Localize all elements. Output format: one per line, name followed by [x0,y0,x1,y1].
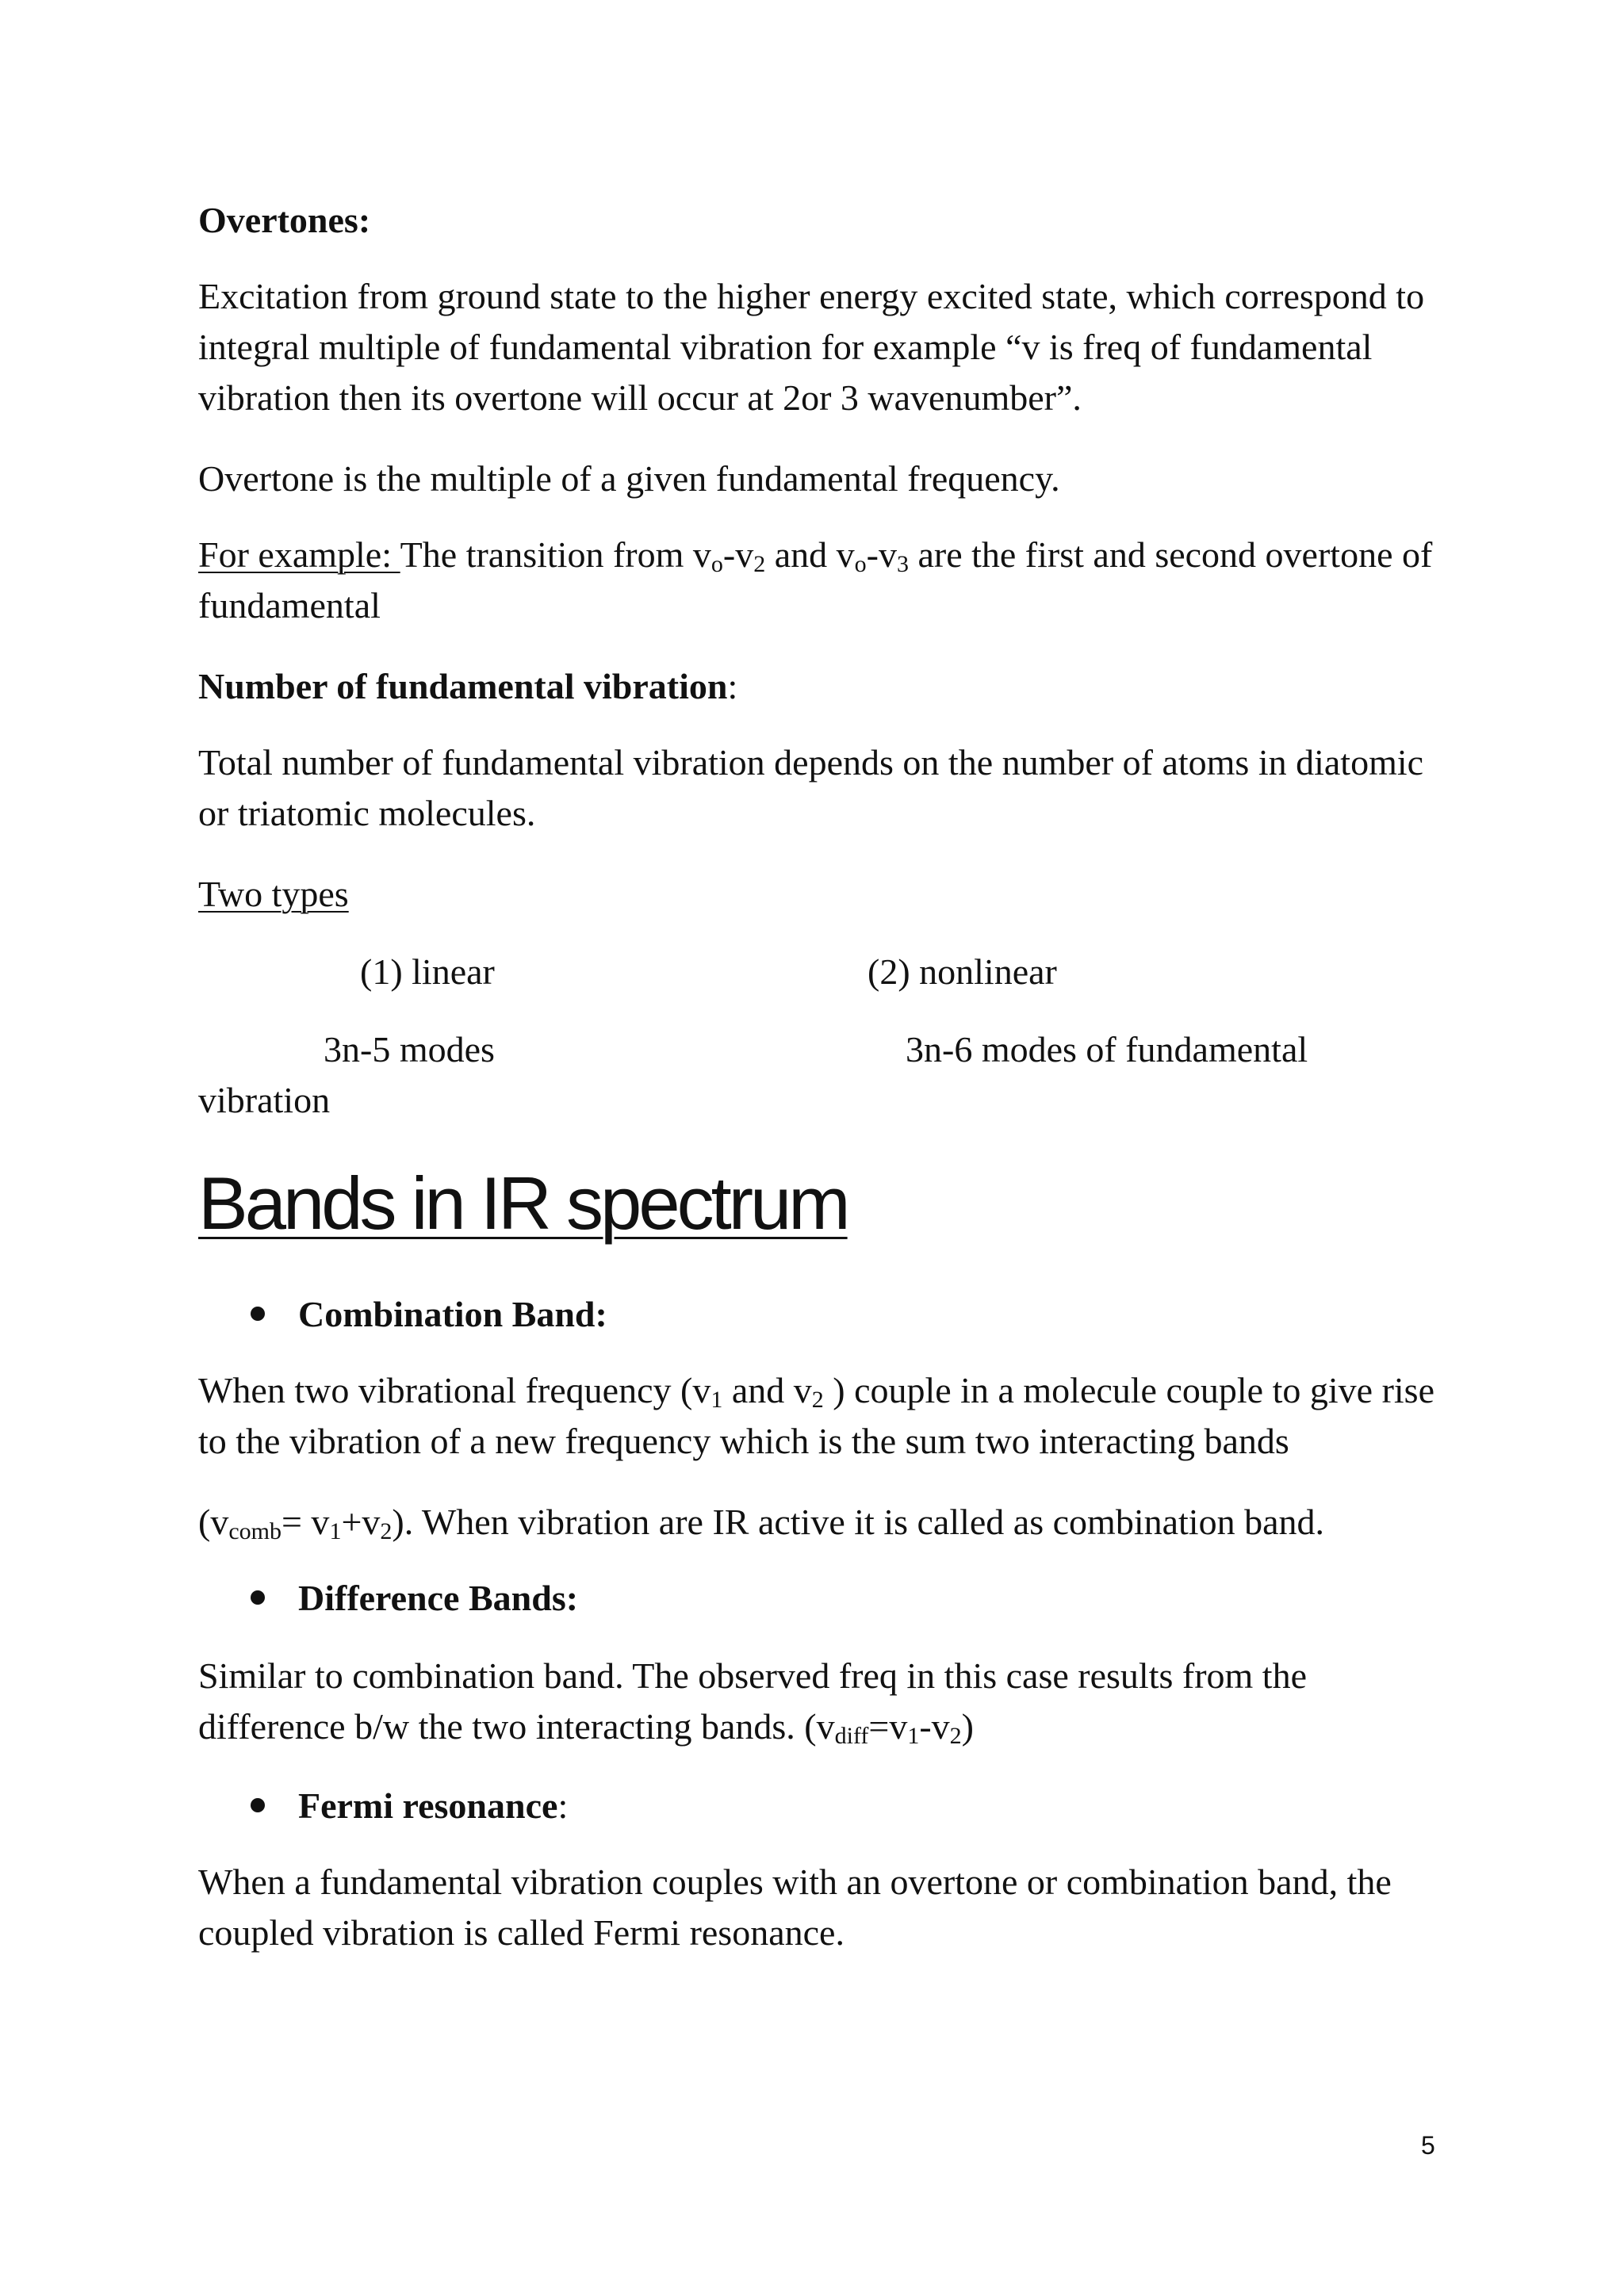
linear-modes: 3n-5 modes [324,1029,495,1070]
difference-text: =v [868,1706,908,1747]
page-number: 5 [1421,2131,1435,2160]
bands-section-title: Bands in IR spectrum [198,1161,848,1245]
overtones-paragraph-2: Overtone is the multiple of a given fundamental frequency. [198,458,1060,499]
difference-bands-paragraph [198,1651,1435,1752]
subscript: diff [834,1723,869,1749]
difference-text: Similar to combination band. The observed freq in this case results from the difference b/w the two interacting bands. (v [198,1655,1307,1747]
combination-text: and v [722,1370,812,1410]
difference-text: -v [919,1706,950,1747]
subscript: 3 [896,551,909,577]
bullet-icon [251,1590,265,1605]
overtones-example [198,530,1435,631]
fundamental-heading: Number of fundamental vibration [198,666,728,706]
subscript: comb [228,1518,282,1544]
heading-colon: : [557,1785,569,1826]
example-text: are the first and second overtone of fundamental [198,534,1433,626]
fundamental-heading-line [198,661,1435,712]
heading-colon: : [727,666,738,706]
fundamental-paragraph: Total number of fundamental vibration depends on the number of atoms in diatomic or triatomic molecules. [198,742,1424,833]
combination-text: When two vibrational frequency (v [198,1370,711,1410]
bullet-icon [251,1798,265,1812]
linear-type: (1) linear [360,951,495,992]
bullet-icon [251,1307,265,1321]
subscript: 2 [753,551,766,577]
fermi-resonance-paragraph: When a fundamental vibration couples with an overtone or combination band, the coupled vibration is called Fermi resonance. [198,1862,1392,1953]
example-text: -v [866,534,897,575]
example-text: and v [765,534,855,575]
subscript: 1 [907,1723,920,1749]
subscript: 1 [329,1518,342,1544]
example-text: The transition from v [400,534,711,575]
subscript: 2 [949,1723,962,1749]
difference-bands-heading: Difference Bands: [298,1578,579,1618]
difference-text: ) [961,1706,974,1747]
combination-text: +v [341,1502,381,1542]
subscript: 1 [710,1387,723,1413]
two-types-label: Two types [198,874,349,914]
modes-wrap-text: vibration [198,1080,331,1120]
subscript: o [854,551,867,577]
combination-band-paragraph [198,1365,1435,1467]
fermi-resonance-heading: Fermi resonance [298,1785,558,1826]
overtones-heading: Overtones: [198,200,371,240]
overtones-paragraph-1: Excitation from ground state to the higher energy excited state, which correspond to integral multiple of fundamental vibration for example “v is freq of fundamental vibration then its overtone will occur at 2or 3 wavenumber”. [198,276,1425,418]
combination-band-formula [198,1497,1435,1548]
combination-text: ) couple in a molecule couple to give rise to the vibration of a new frequency which is the sum two interacting bands [198,1370,1434,1461]
example-label: For example: [198,534,400,575]
subscript: 2 [380,1518,393,1544]
combination-text: ). When vibration are IR active it is called as combination band. [392,1502,1324,1542]
fermi-resonance-heading-line [298,1781,568,1831]
nonlinear-modes: 3n-6 modes of fundamental [906,1029,1308,1070]
nonlinear-type: (2) nonlinear [868,951,1057,992]
subscript: o [710,551,723,577]
combination-text: = v [281,1502,330,1542]
subscript: 2 [811,1387,824,1413]
example-text: -v [722,534,754,575]
combination-band-heading: Combination Band: [298,1294,607,1334]
combination-text: (v [198,1502,229,1542]
